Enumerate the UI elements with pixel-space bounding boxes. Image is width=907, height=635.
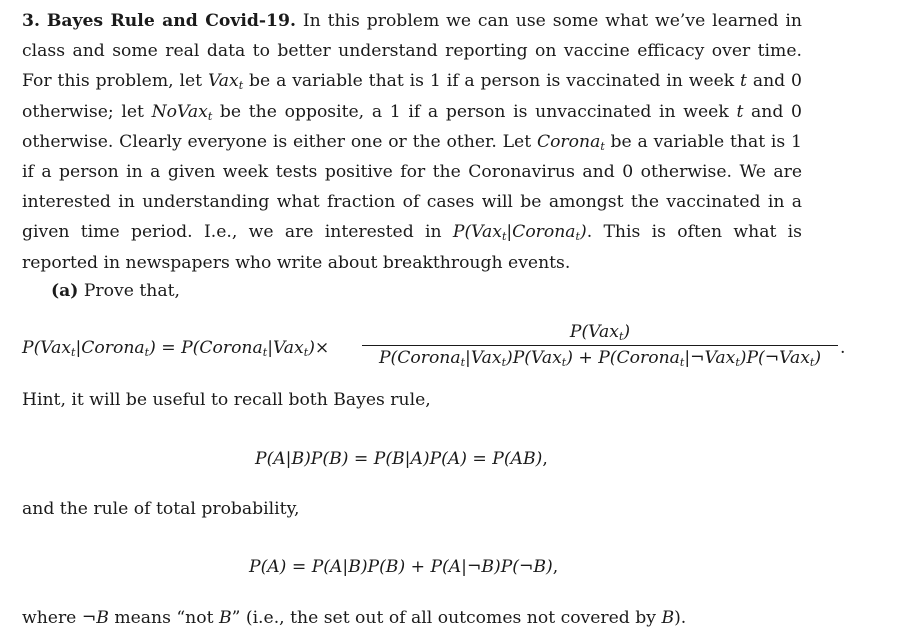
part-a bbox=[51, 281, 180, 301]
problem-statement: 3. Bayes Rule and Covid-19. In this problem we can use some what we’ve learned in class and some real data to better understand reporting on vaccine efficacy over time. For this problem, let Vax$_t$ be a variable that is 1 if a person is vaccinated in week t and 0 otherwise; let NoVax$_t$ be the opposite, a 1 if a person is unvaccinated in week t and 0 otherwise. Clearly everyone is either one or the other. Let Corona$_t$ be a variable that is 1 if a person in a given week tests positive for the Coronavirus and 0 otherwise. We are interested in understanding what fraction of cases will be amongst the vaccinated in a given time period. I.e., we are interested in P(Vax$_t$|Corona$_t$). This is often what is reported in newspapers who write about breakthrough events. bbox=[22, 11, 802, 273]
part-a-label: (a) bbox=[51, 281, 79, 301]
problem-number: 3. bbox=[22, 11, 40, 31]
corona-definition: be a variable that is 1 if a person in a given week tests positive for the Coronavirus and 0 otherwise. We are interested in understanding what fraction of cases will be amongst the vaccinated in a given time period. I.e., we are interested in bbox=[22, 131, 802, 243]
total-probability-label: and the rule of total probability, bbox=[22, 499, 300, 519]
problem-title: Bayes Rule and Covid-19. bbox=[46, 11, 296, 31]
part-a-text: Prove that, bbox=[78, 281, 180, 301]
and-zero-text: and 0 otherwise; let bbox=[22, 71, 802, 122]
formula-fraction: P(Vax$_t$) P(Corona$_t$|Vax$_t$)P(Vax$_t$) + P(Corona$_t$|¬Vax$_t$)P(¬Vax$_t$) bbox=[362, 320, 838, 371]
closing-text: . This is often what is reported in newspapers who write about breakthrough events. bbox=[22, 222, 802, 273]
total-probability-formula: P(A) = P(A|B)P(B) + P(A|¬B)P(¬B), bbox=[249, 557, 559, 577]
intro-text: In this problem we can use some what we’ve learned in class and some real data to better understand reporting on vaccine efficacy over time. For this problem, let bbox=[22, 11, 802, 92]
bayes-rule-formula: P(A|B)P(B) = P(B|A)P(A) = P(AB), bbox=[255, 449, 548, 469]
vax-definition: be a variable that is 1 if a person is vaccinated in week bbox=[243, 71, 741, 92]
novax-definition: be the opposite, a 1 if a person is unvaccinated in week bbox=[212, 101, 737, 122]
where-note: where ¬B means “not B” (i.e., the set out of all outcomes not covered by B). bbox=[22, 608, 687, 628]
hint-text: Hint, it will be useful to recall both Bayes rule, bbox=[22, 390, 431, 410]
and-zero-text-2: and 0 otherwise. Clearly everyone is either one or the other. Let bbox=[22, 101, 802, 152]
